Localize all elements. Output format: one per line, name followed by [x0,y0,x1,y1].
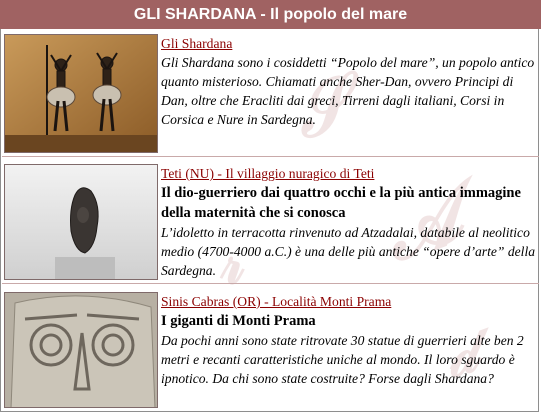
article-link[interactable]: Teti (NU) - Il villaggio nuragico di Teti [161,166,375,181]
background-watermark: 𝒮 𝒜 𝓇 𝒹 [205,64,485,391]
article-link[interactable]: Sinis Cabras (OR) - Località Monti Prama [161,294,392,309]
article-thumbnail[interactable] [4,34,158,153]
article-description: Gli Shardana sono i cosiddetti “Popolo del mare”, un popolo antico quanto misterioso. Chiamati anche Sher-Dan, ovvero Principi di Dan, oltre che Eracliti dai greci, Tirreni dagli italiani, Corsi in Corsica e Nure in Sardegna. [161,55,535,127]
bronze-warrior-image [5,35,158,153]
article-text [161,164,537,280]
terracotta-idol-image [5,165,158,280]
article-description: Da pochi anni sono state ritrovate 30 statue di guerrieri alte ben 2 metri e recanti caratteristiche uniche al mondo. Il loro sguardo è ipnotico. Da chi sono state costruite? Forse dagli Shardana? [161,333,524,386]
list-item [2,160,539,284]
article-thumbnail[interactable] [4,292,158,408]
page-title-text: GLI SHARDANA - Il popolo del mare [133,5,408,23]
article-subtitle: Il dio-guerriero dai quattro occhi e la più antica immagine della maternità che si conosca [161,185,521,221]
article-link[interactable]: Gli Shardana [161,36,233,51]
list-item [2,288,539,412]
article-description: L’idoletto in terracotta rinvenuto ad Atzadalai, databile al neolitico medio (4700-4000 a.C.) è una delle più antiche “opere d’arte” della Sardegna. [161,225,536,278]
list-item [2,30,539,157]
article-text [161,292,537,388]
page-title [0,0,541,29]
article-text [161,34,537,129]
article-thumbnail[interactable] [4,164,158,280]
article-subtitle: I giganti di Monti Prama [161,313,316,329]
stone-giant-image [5,293,158,408]
